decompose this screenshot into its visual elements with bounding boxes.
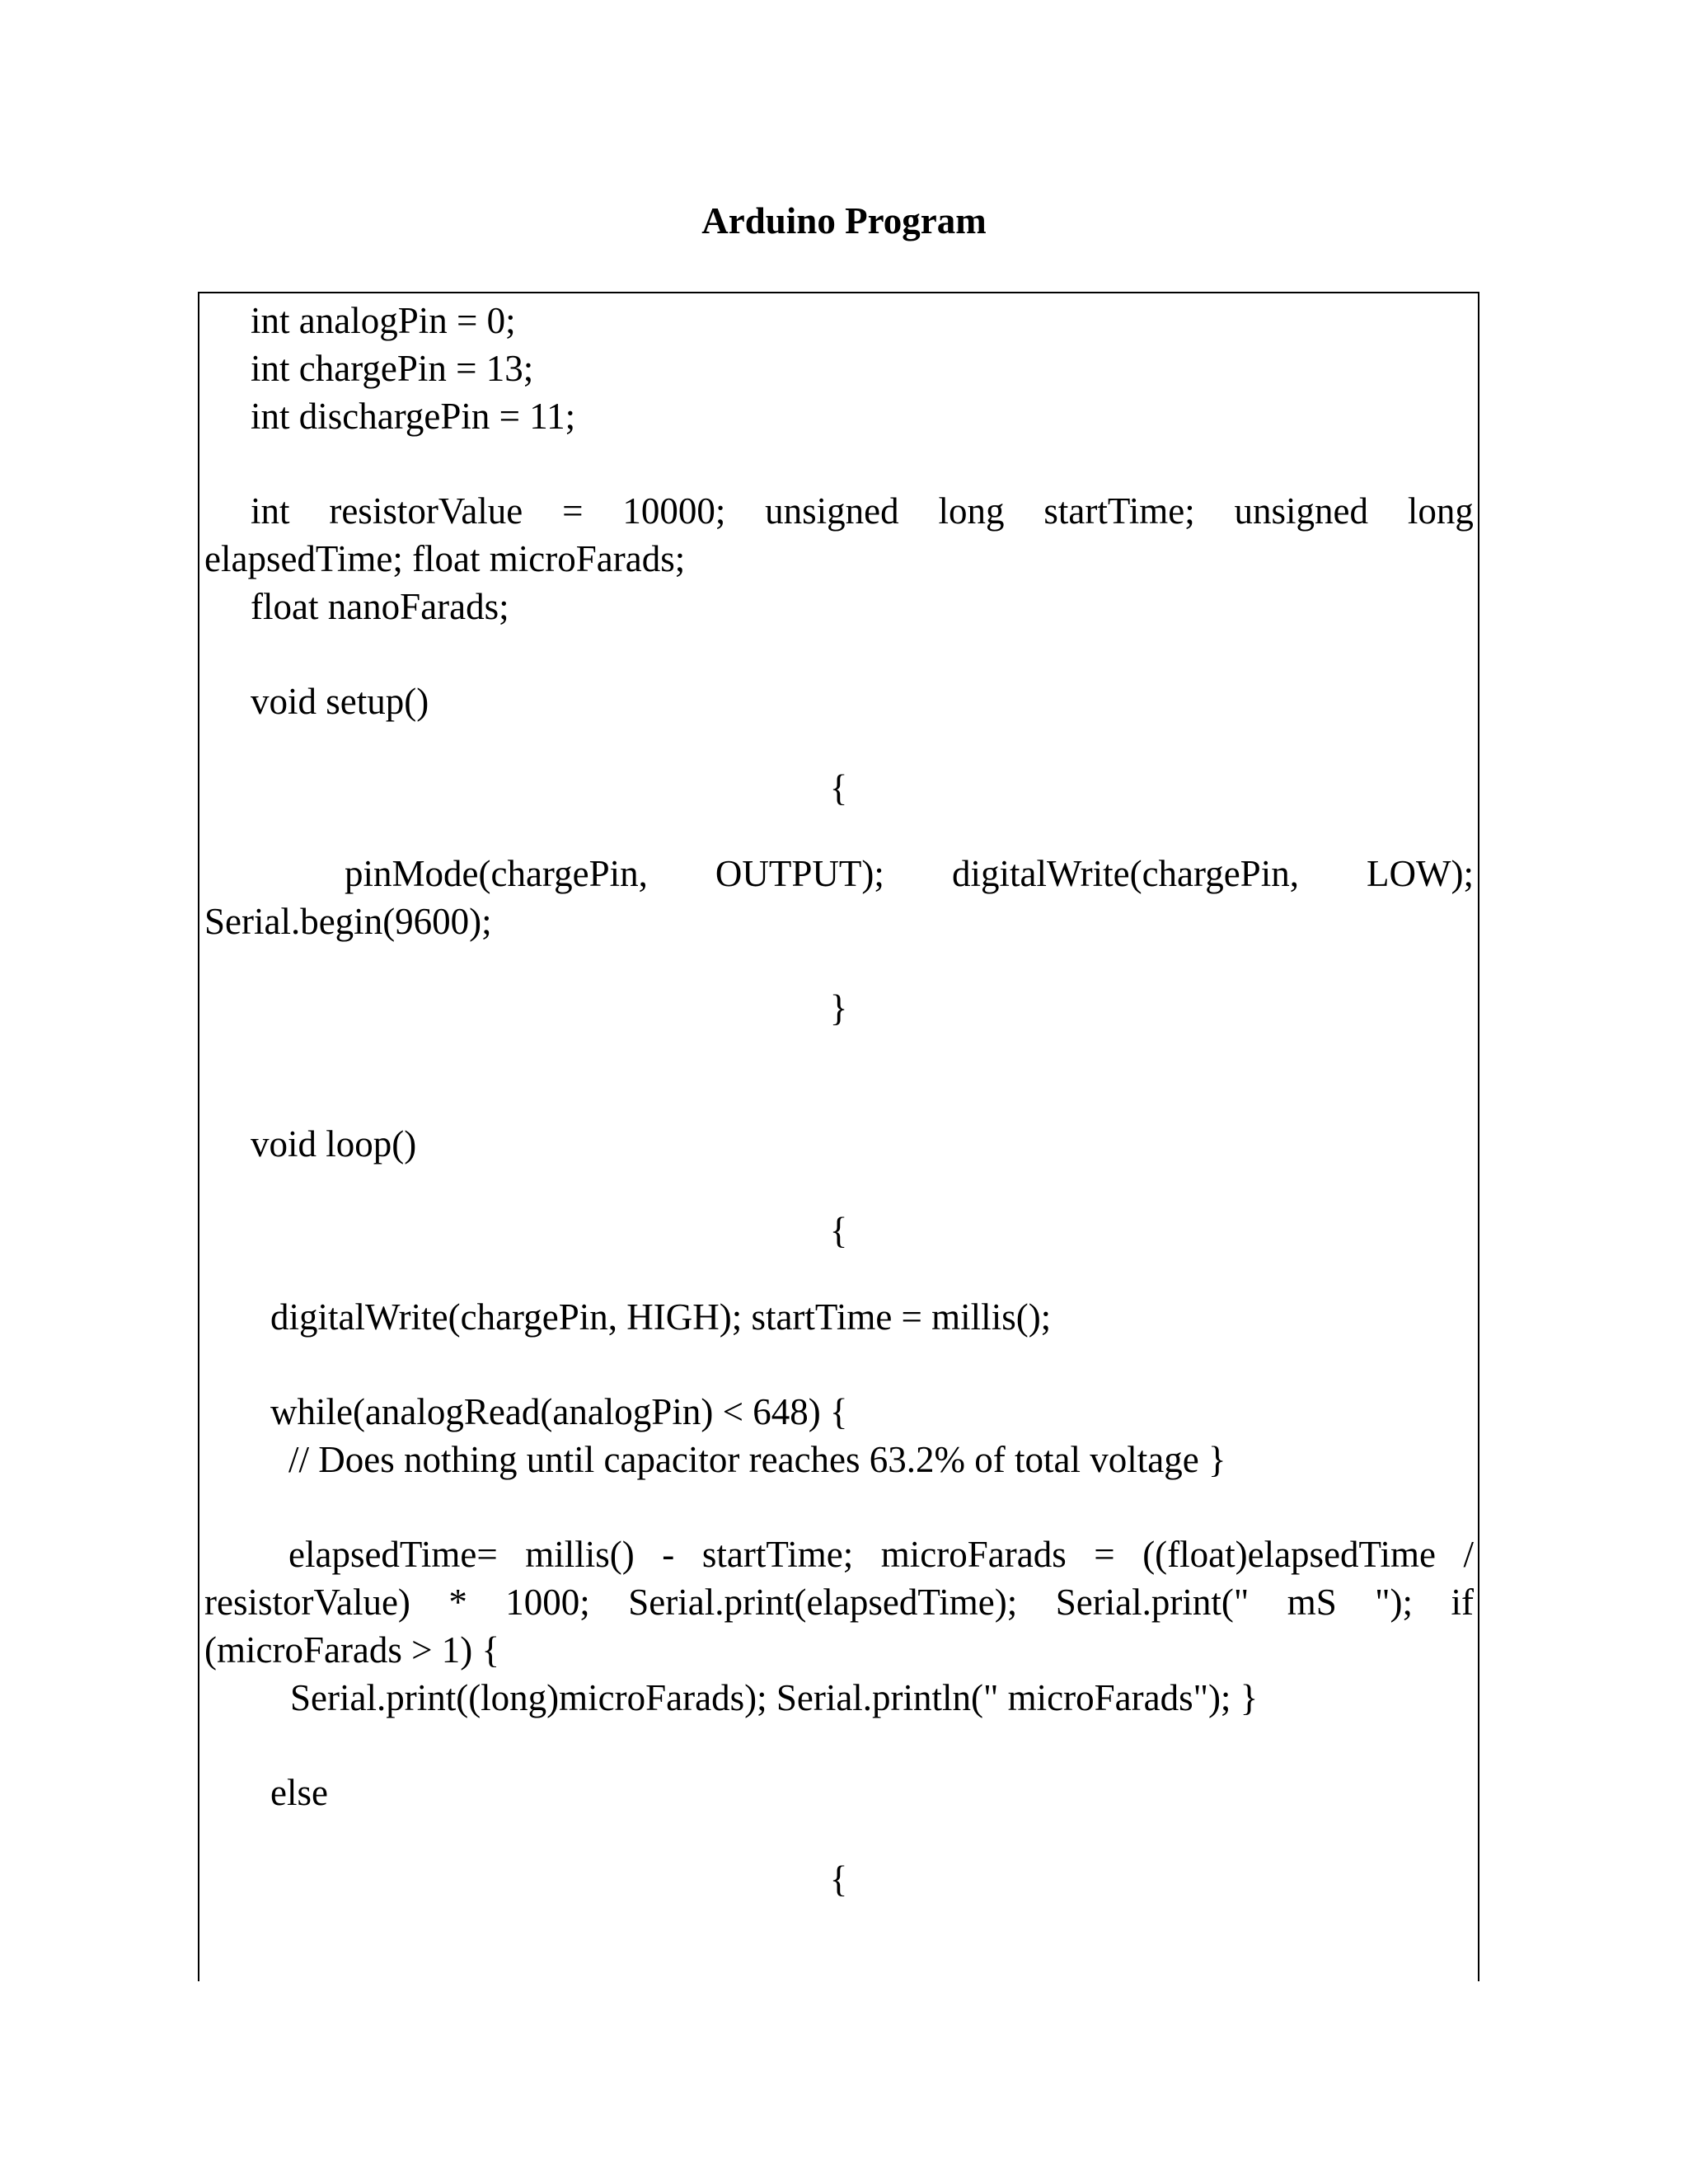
code-token: millis() [525,1534,635,1575]
code-token: long [1407,490,1474,532]
code-token: = [1094,1534,1115,1575]
code-line: (microFarads > 1) { [204,1629,500,1671]
code-token: int [251,490,290,532]
code-token: microFarads [880,1534,1067,1575]
code-brace: { [829,1210,848,1251]
code-token: Serial.print(elapsedTime); [628,1582,1018,1623]
code-line: Serial.print((long)microFarads); Serial.println(" microFarads"); } [290,1677,1259,1718]
code-line-justified [288,1530,1474,1578]
code-token: ((float)elapsedTime [1142,1534,1436,1575]
code-line: else [270,1772,328,1813]
code-token: Serial.print(" [1055,1582,1250,1623]
code-token: digitalWrite(chargePin, [951,853,1299,894]
code-token: OUTPUT); [715,853,884,894]
code-line-justified [204,1578,1474,1626]
code-line: int dischargePin = 11; [251,396,576,437]
code-line: Serial.begin(9600); [204,901,492,942]
code-line: float nanoFarads; [251,586,509,627]
code-token: pinMode(chargePin, [345,853,648,894]
code-token: unsigned [1234,490,1369,532]
code-token: "); [1375,1582,1414,1623]
code-token: long [938,490,1005,532]
code-token: LOW); [1367,853,1474,894]
code-line-justified [345,850,1474,898]
code-token: 1000; [505,1582,590,1623]
code-line: elapsedTime; float microFarads; [204,538,686,579]
code-token: mS [1287,1582,1337,1623]
code-token: if [1451,1582,1474,1623]
code-line: void setup() [251,681,429,722]
code-token: elapsedTime= [288,1534,498,1575]
code-line-justified [251,487,1474,535]
code-token: 10000; [622,490,726,532]
code-brace: } [829,987,848,1029]
code-token: startTime; [701,1534,854,1575]
code-brace: { [829,1858,848,1900]
code-comment: // Does nothing until capacitor reaches 63.2% of total voltage } [288,1439,1226,1480]
code-token: unsigned [765,490,899,532]
code-line: int analogPin = 0; [251,300,516,341]
code-token: resistorValue [329,490,523,532]
code-line: void loop() [251,1123,417,1165]
code-token: * [448,1582,467,1623]
code-brace: { [829,767,848,808]
page-title: Arduino Program [701,200,987,241]
code-token: / [1463,1534,1474,1575]
code-box [198,292,1479,1981]
code-token: startTime; [1043,490,1195,532]
code-line: int chargePin = 13; [251,348,534,389]
code-token: = [562,490,584,532]
code-token: - [662,1534,675,1575]
code-line: while(analogRead(analogPin) < 648) { [270,1391,848,1432]
code-token: resistorValue) [204,1582,410,1623]
code-line: digitalWrite(chargePin, HIGH); startTime = millis(); [270,1296,1052,1338]
